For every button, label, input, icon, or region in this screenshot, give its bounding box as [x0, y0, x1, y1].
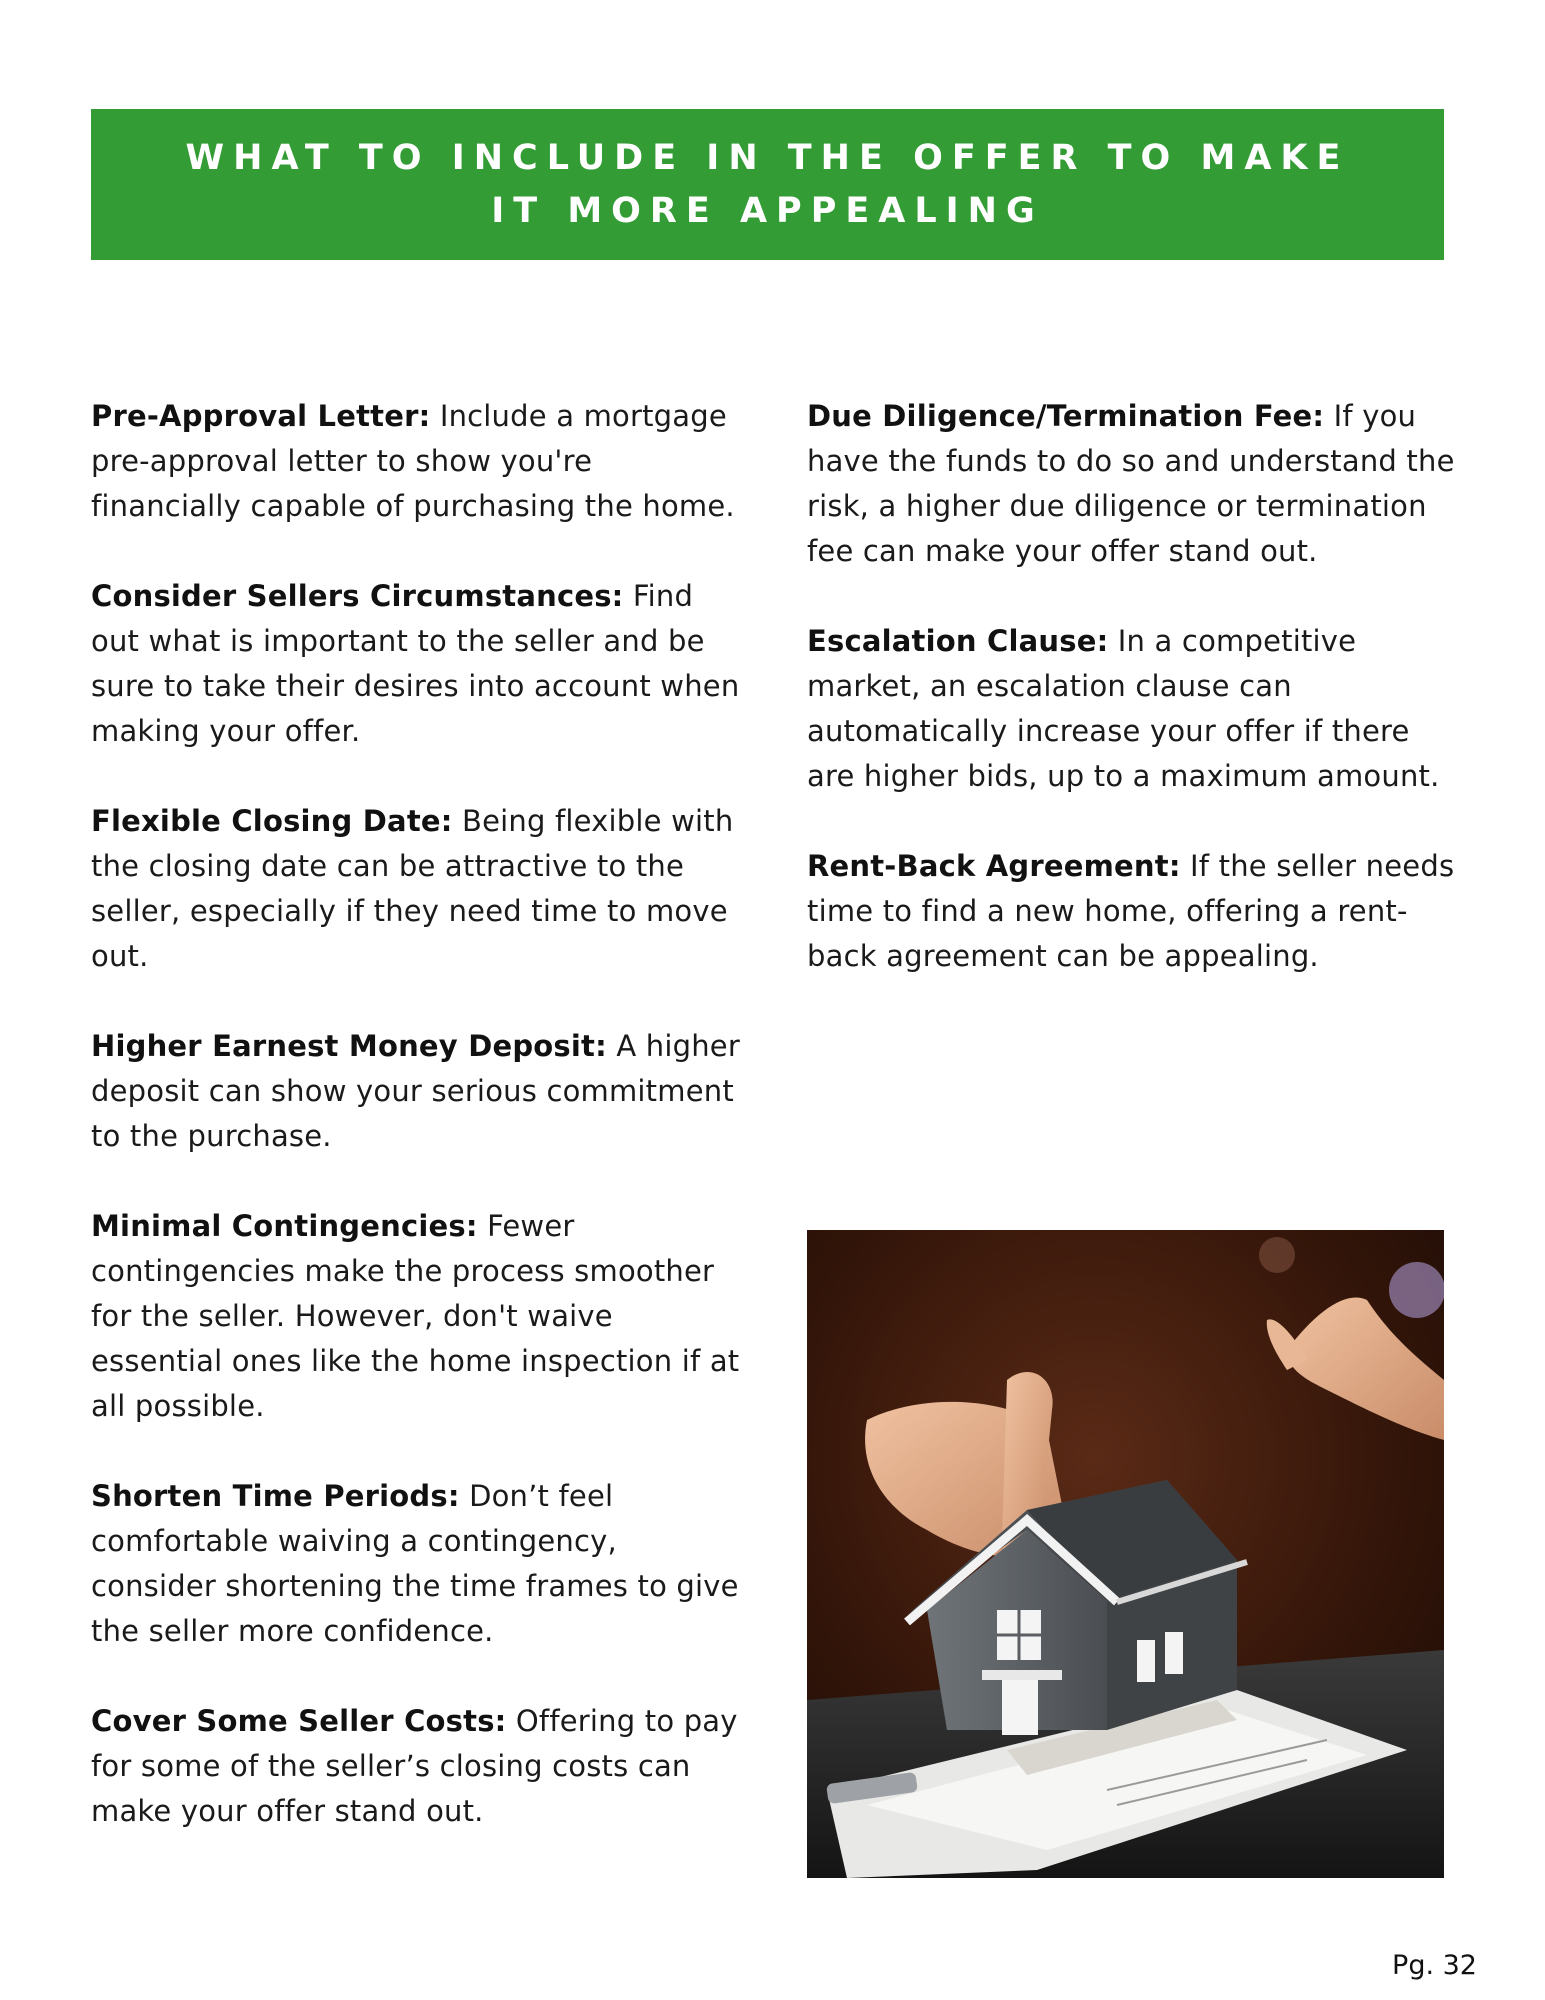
- item-term: Shorten Time Periods:: [91, 1479, 460, 1513]
- item-term: Flexible Closing Date:: [91, 804, 453, 838]
- left-column: [91, 394, 741, 1879]
- list-item: [91, 799, 741, 979]
- item-term: Due Diligence/Termination Fee:: [807, 399, 1325, 433]
- house-model-photo: [807, 1230, 1444, 1878]
- item-text: Don’t feel comfortable waiving a contingency, consider shortening the time frames to give the seller more confidence.: [91, 1479, 739, 1648]
- item-text: Find out what is important to the seller and be sure to take their desires into account when making your offer.: [91, 579, 740, 748]
- item-term: Consider Sellers Circumstances:: [91, 579, 624, 613]
- list-item: [91, 1024, 741, 1159]
- list-item: [91, 1474, 741, 1654]
- item-term: Higher Earnest Money Deposit:: [91, 1029, 607, 1063]
- item-term: Cover Some Seller Costs:: [91, 1704, 507, 1738]
- list-item: [807, 394, 1457, 574]
- list-item: [807, 844, 1457, 979]
- item-text: A higher deposit can show your serious commitment to the purchase.: [91, 1029, 740, 1153]
- item-term: Pre-Approval Letter:: [91, 399, 431, 433]
- header-banner: [91, 109, 1444, 260]
- item-text: If the seller needs time to find a new home, offering a rent-back agreement can be appealing.: [807, 849, 1455, 973]
- list-item: [91, 1699, 741, 1834]
- item-text: Fewer contingencies make the process smoother for the seller. However, don't waive essential ones like the home inspection if at all possible.: [91, 1209, 740, 1423]
- page-number: Pg. 32: [1392, 1950, 1477, 1981]
- item-text: Include a mortgage pre-approval letter to show you're financially capable of purchasing the home.: [91, 399, 735, 523]
- item-text: Offering to pay for some of the seller’s closing costs can make your offer stand out.: [91, 1704, 738, 1828]
- list-item: [807, 619, 1457, 799]
- list-item: [91, 1204, 741, 1429]
- item-text: In a competitive market, an escalation clause can automatically increase your offer if there are higher bids, up to a maximum amount.: [807, 624, 1440, 793]
- item-term: Minimal Contingencies:: [91, 1209, 478, 1243]
- item-term: Rent-Back Agreement:: [807, 849, 1181, 883]
- item-text: Being flexible with the closing date can be attractive to the seller, especially if they need time to move out.: [91, 804, 734, 973]
- item-text: If you have the funds to do so and understand the risk, a higher due diligence or termination fee can make your offer stand out.: [807, 399, 1455, 568]
- list-item: [91, 394, 741, 529]
- right-column: [807, 394, 1457, 1024]
- list-item: [91, 574, 741, 754]
- page-title: WHAT TO INCLUDE IN THE OFFER TO MAKE IT MORE APPEALING: [185, 137, 1350, 231]
- item-term: Escalation Clause:: [807, 624, 1109, 658]
